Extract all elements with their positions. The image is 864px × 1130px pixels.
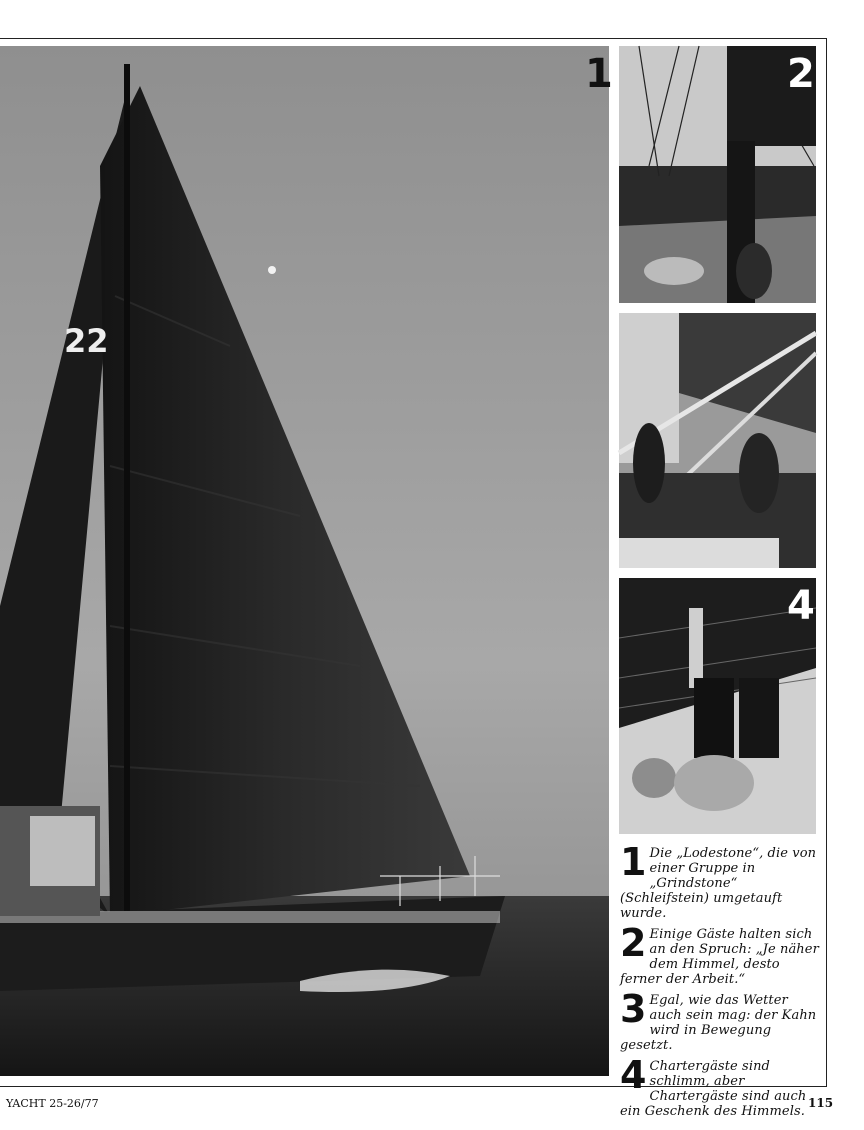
photo-3-crew-working [619, 313, 816, 568]
caption-3 [620, 987, 820, 1053]
sail-number-text: 22 [64, 322, 109, 360]
photo-4-guest-relaxing [619, 578, 816, 834]
caption-1 [620, 840, 820, 921]
caption-text-4: Chartergäste sind schlimm, aber Chartergäste sind auch ein Geschenk des Himmels. [620, 1059, 807, 1119]
magazine-issue-footer: YACHT 25-26/77 [6, 1097, 99, 1110]
photo-number-1: 1 [585, 51, 613, 97]
photo-number-2: 2 [787, 51, 815, 97]
page-number: 115 [808, 1096, 834, 1110]
caption-text-2: Einige Gäste halten sich an den Spruch: „Je näher dem Himmel, desto ferner der Arbeit.“ [620, 927, 819, 987]
caption-text-3: Egal, wie das Wetter auch sein mag: der Kahn wird in Bewegung gesetzt. [620, 993, 817, 1053]
caption-number-3: 3 [620, 987, 647, 1031]
photo-captions [620, 840, 820, 1125]
caption-number-2: 2 [620, 921, 647, 965]
caption-number-4: 4 [620, 1053, 647, 1097]
caption-number-1: 1 [620, 840, 647, 884]
photo-2-crew-on-deck [619, 46, 816, 303]
caption-2 [620, 921, 820, 987]
caption-text-1: Die „Lodestone“, die von einer Gruppe in „Grindstone“ (Schleifstein) umgetauft wurde. [620, 846, 817, 921]
caption-4 [620, 1053, 820, 1119]
main-sailboat-photo [0, 46, 613, 1076]
photo-number-4: 4 [787, 583, 815, 629]
